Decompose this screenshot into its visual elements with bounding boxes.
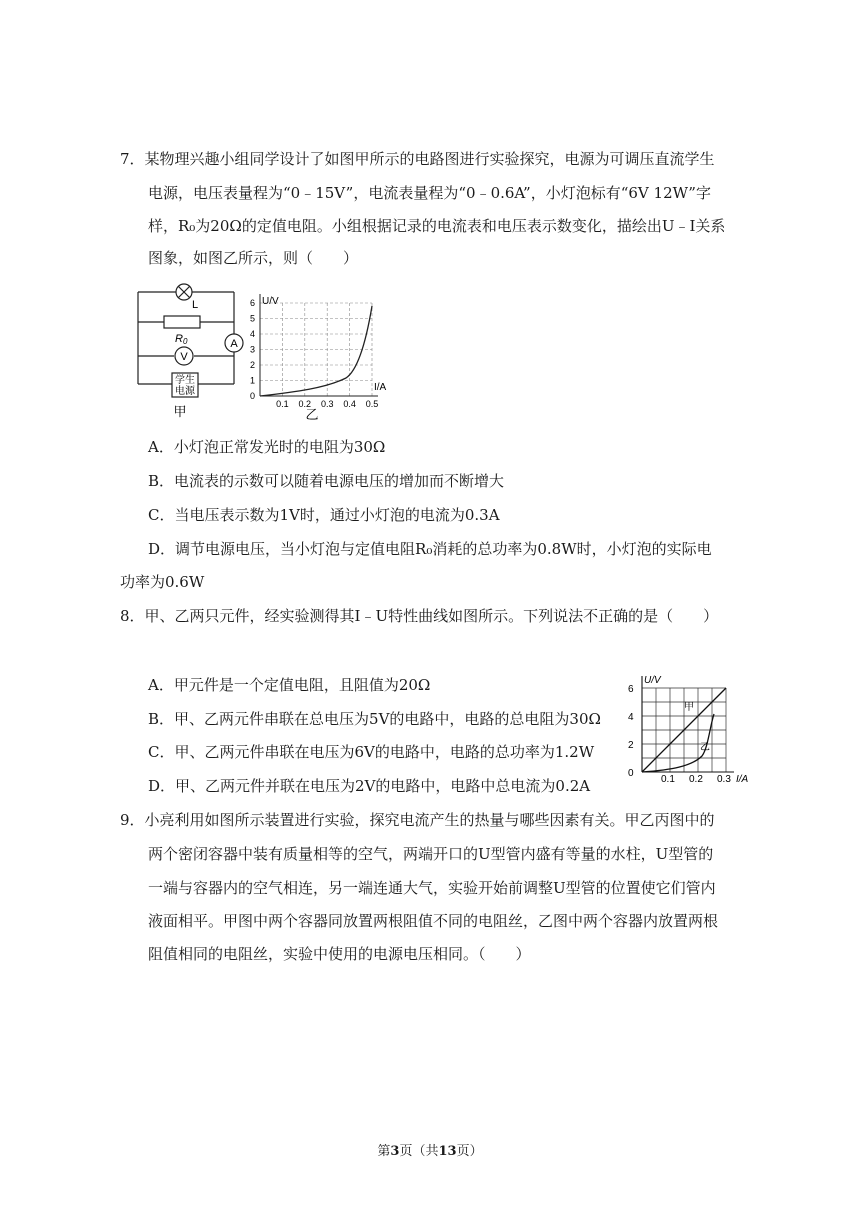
q8-ytick: 6 xyxy=(628,684,634,695)
q8-option-b: B．甲、乙两元件串联在总电压为5V的电路中，电路的总电阻为30Ω xyxy=(148,710,601,728)
q8-y-axis-label: U/V xyxy=(644,675,661,686)
q8-stem: 8．甲、乙两只元件，经实验测得其I﹣U特性曲线如图所示。下列说法不正确的是（ ） xyxy=(120,607,719,625)
q7-option-d: D．调节电源电压，当小灯泡与定值电阻R₀消耗的总功率为0.8W时，小灯泡的实际电 xyxy=(148,540,712,558)
q7-ytick: 5 xyxy=(250,313,256,324)
q8-series-yi-label: 乙 xyxy=(700,742,710,753)
circuit-caption: 甲 xyxy=(173,404,187,419)
q8-ytick: 2 xyxy=(628,740,634,751)
q7-ytick: 0 xyxy=(250,391,256,401)
q9-stem-line-4: 液面相平。甲图中两个容器同放置两根阻值不同的电阻丝，乙图中两个容器内放置两根 xyxy=(148,912,719,930)
q9-stem-line-1: 9．小亮利用如图所示装置进行实验，探究电流产生的热量与哪些因素有关。甲乙丙图中的 xyxy=(120,811,715,829)
footer-prefix: 第 xyxy=(377,1144,391,1159)
q8-ytick: 0 xyxy=(628,768,634,779)
q7-option-a: A．小灯泡正常发光时的电阻为30Ω xyxy=(148,438,386,456)
q7-ui-graph xyxy=(246,282,387,422)
lamp-icon xyxy=(176,284,192,300)
footer-suffix: 页） xyxy=(456,1144,483,1159)
q8-xtick: 0.2 xyxy=(689,774,703,785)
q7-ytick: 1 xyxy=(250,375,256,386)
q7-ytick: 3 xyxy=(250,344,256,355)
q8-x-axis-label: I/A xyxy=(736,774,749,785)
q7-stem-line-3: 样，R₀为20Ω的定值电阻。小组根据记录的电流表和电压表示数变化，描绘出U﹣I关系 xyxy=(148,217,726,235)
q8-option-c: C．甲、乙两元件串联在电压为6V的电路中，电路的总功率为1.2W xyxy=(148,743,595,761)
lamp-label: L xyxy=(192,299,199,311)
q7-ytick: 4 xyxy=(250,329,256,339)
q7-stem-line-1: 7．某物理兴趣小组同学设计了如图甲所示的电路图进行实验探究，电源为可调压直流学生 xyxy=(120,150,715,168)
q8-xtick: 0.3 xyxy=(717,774,731,785)
footer-total-pages: 13 xyxy=(438,1144,457,1159)
footer-page-number: 3 xyxy=(390,1144,400,1159)
q8-option-a: A．甲元件是一个定值电阻，且阻值为20Ω xyxy=(148,676,431,694)
q7-stem-line-2: 电源，电压表量程为“0﹣15V”，电流表量程为“0﹣0.6A”，小灯泡标有“6V 12W”字 xyxy=(148,184,711,202)
q7-circuit-diagram xyxy=(128,280,248,420)
q7-ytick: 2 xyxy=(250,360,256,370)
power-supply-label-2: 电源 xyxy=(175,386,195,397)
q9-stem-line-2: 两个密闭容器中装有质量相等的空气，两端开口的U型管内盛有等量的水柱，U型管的 xyxy=(148,845,714,863)
q8-xtick: 0.1 xyxy=(661,774,675,785)
voltmeter-label: V xyxy=(180,351,188,363)
q9-stem-line-3: 一端与容器内的空气相连，另一端连通大气，实验开始前调整U型管的位置使它们管内 xyxy=(148,879,716,897)
q7-ytick: 6 xyxy=(250,298,256,308)
resistor-icon xyxy=(164,316,200,328)
q7-xtick: 0.5 xyxy=(365,399,379,409)
footer-mid: 页（共 xyxy=(399,1144,439,1159)
q7-xtick: 0.1 xyxy=(276,399,289,409)
q8-iu-graph xyxy=(622,670,760,786)
q8-option-d: D．甲、乙两元件并联在电压为2V的电路中，电路中总电流为0.2A xyxy=(148,777,591,795)
q7-stem-line-4: 图象，如图乙所示，则（ ） xyxy=(148,249,359,267)
q7-ui-curve xyxy=(260,306,372,396)
q7-option-c: C．当电压表示数为1V时，通过小灯泡的电流为0.3A xyxy=(148,506,500,524)
q7-option-b: B．电流表的示数可以随着电源电压的增加而不断增大 xyxy=(148,472,505,490)
q7-graph-caption: 乙 xyxy=(305,407,319,422)
q8-ytick: 4 xyxy=(628,712,634,723)
q7-xtick: 0.4 xyxy=(343,399,356,409)
q9-stem-line-5: 阻值相同的电阻丝，实验中使用的电源电压相同。（ ） xyxy=(148,945,531,963)
q7-graph-grid xyxy=(260,303,372,396)
q7-option-d-cont: 功率为0.6W xyxy=(120,573,205,591)
q7-x-axis-label: I/A xyxy=(374,382,387,393)
resistor-label: R0 xyxy=(175,333,188,346)
q7-y-axis-label: U/V xyxy=(262,296,279,307)
power-supply-label-1: 学生 xyxy=(175,375,195,386)
q7-xtick: 0.2 xyxy=(298,399,312,409)
ammeter-label: A xyxy=(230,338,238,350)
page-footer xyxy=(0,1140,860,1159)
q8-series-jia-label: 甲 xyxy=(684,702,694,713)
q7-xtick: 0.3 xyxy=(320,399,334,409)
